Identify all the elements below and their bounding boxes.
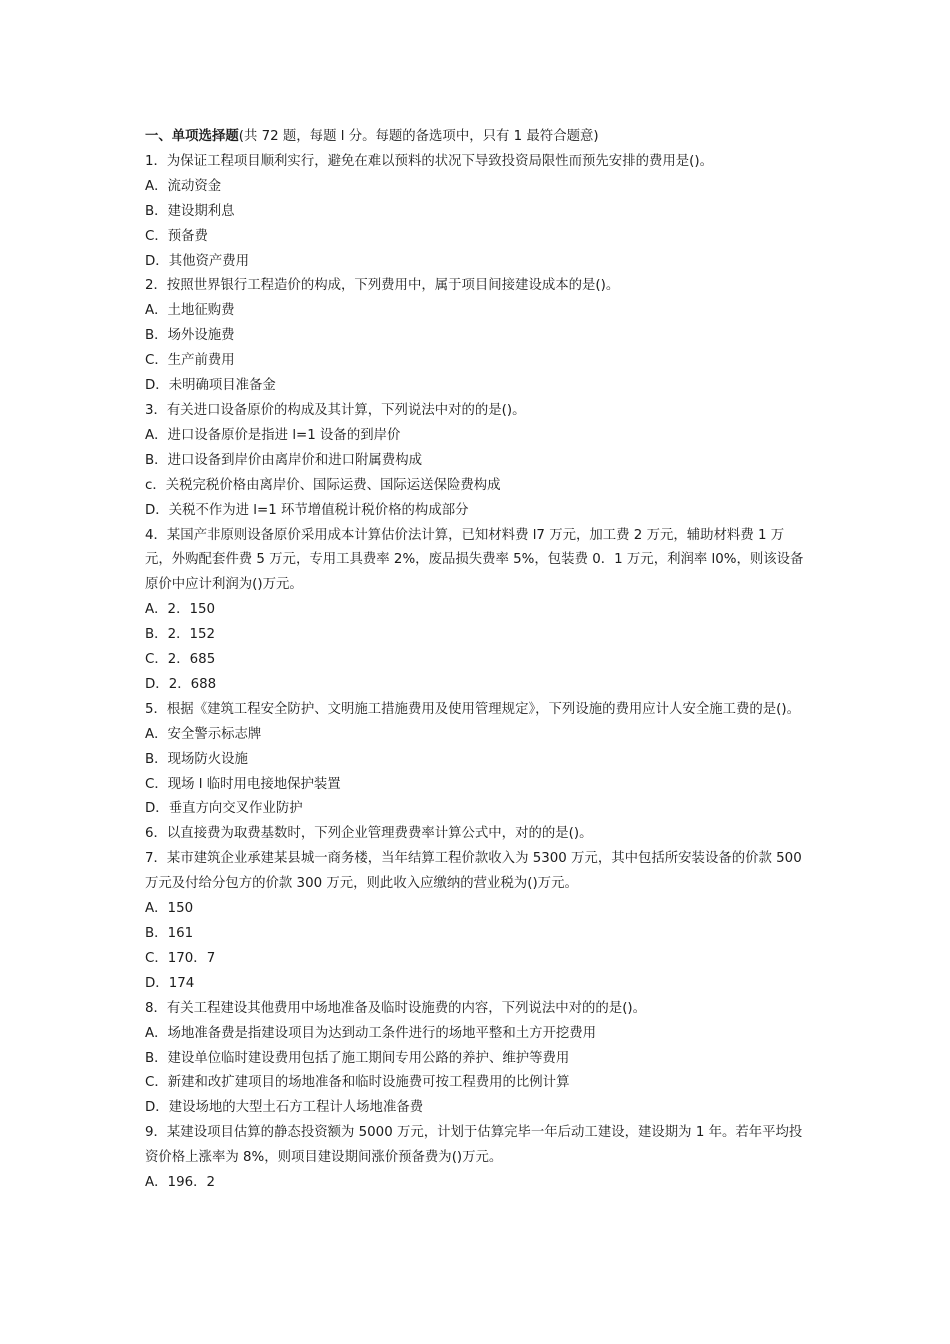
q1-option-b: B．建设期利息 bbox=[145, 203, 235, 219]
q9-option-a: A．196．2 bbox=[145, 1175, 216, 1191]
q1-option-c: C．预备费 bbox=[145, 228, 208, 244]
q7-option-b: B．161 bbox=[145, 926, 194, 941]
q3-option-d: D．关税不作为进 l=1 环节增值税计税价格的构成部分 bbox=[145, 502, 469, 518]
q2-option-d: D．未明确项目准备金 bbox=[145, 378, 276, 394]
q4-option-b: B．2．152 bbox=[145, 627, 216, 643]
q7-option-d: D．174 bbox=[145, 975, 195, 991]
q9-stem: 9．某建设项目估算的静态投资额为 5000 万元，计划于估算完毕一年后动工建设，建设期为 1 年。若年平均投资价格上涨率为 8%，则项目建设期间涨价预备费为()万元。 bbox=[145, 1125, 803, 1166]
q5-option-a: A．安全警示标志牌 bbox=[145, 726, 262, 742]
q2-option-b: B．场外设施费 bbox=[145, 328, 235, 344]
q7-option-a: A．150 bbox=[145, 901, 194, 917]
q5-option-b: B．现场防火设施 bbox=[145, 751, 248, 767]
q1-option-a: A．流动资金 bbox=[145, 178, 222, 194]
q5-stem: 5．根据《建筑工程安全防护、文明施工措施费用及使用管理规定》，下列设施的费用应计人安全施工费的是()。 bbox=[145, 701, 801, 717]
q8-option-c: C．新建和改扩建项目的场地准备和临时设施费可按工程费用的比例计算 bbox=[145, 1075, 570, 1091]
q2-stem: 2．按照世界银行工程造价的构成，下列费用中，属于项目间接建设成本的是()。 bbox=[145, 278, 620, 294]
section-note: (共 72 题，每题 l 分。每题的备选项中，只有 1 最符合题意) bbox=[238, 129, 599, 144]
q3-stem: 3．有关进口设备原价的构成及其计算，下列说法中对的的是()。 bbox=[145, 402, 526, 418]
q4-stem: 4．某国产非原则设备原价采用成本计算估价法计算，已知材料费 l7 万元，加工费 2 万元，辅助材料费 1 万元，外购配套件费 5 万元，专用工具费率 2%，废品损失费率 5%，包装费 0．1 万元，利润率 l0%，则该设备原价中应计利润为()万元。 bbox=[145, 527, 804, 593]
q7-stem: 7．某市建筑企业承建某县城一商务楼，当年结算工程价款收入为 5300 万元，其中包括所安装设备的价款 500 万元及付给分包方的价款 300 万元，则此收入应缴纳的营业税为()万元。 bbox=[145, 851, 802, 892]
section-title: 一、单项选择题 bbox=[145, 129, 239, 144]
q6-stem: 6．以直接费为取费基数时，下列企业管理费费率计算公式中，对的的是()。 bbox=[145, 826, 593, 842]
q4-option-c: C．2．685 bbox=[145, 652, 216, 668]
q3-option-c: c．关税完税价格由离岸价、国际运费、国际运送保险费构成 bbox=[145, 477, 501, 493]
q4-option-d: D．2．688 bbox=[145, 676, 217, 692]
q7-option-c: C．170．7 bbox=[145, 950, 216, 966]
q5-option-c: C．现场 l 临时用电接地保护装置 bbox=[145, 776, 341, 792]
document-page bbox=[145, 125, 810, 1196]
q4-option-a: A．2．150 bbox=[145, 602, 216, 618]
q8-option-d: D．建设场地的大型土石方工程计人场地准备费 bbox=[145, 1100, 424, 1116]
q3-option-b: B．进口设备到岸价由离岸价和进口附属费构成 bbox=[145, 452, 422, 468]
section-heading bbox=[145, 125, 810, 150]
q8-stem: 8．有关工程建设其他费用中场地准备及临时设施费的内容，下列说法中对的的是()。 bbox=[145, 1000, 647, 1016]
q3-option-a: A．进口设备原价是指进 l=1 设备的到岸价 bbox=[145, 427, 401, 443]
q1-stem: 1．为保证工程项目顺利实行，避免在难以预料的状况下导致投资局限性而预先安排的费用是()。 bbox=[145, 153, 713, 169]
q8-option-a: A．场地准备费是指建设项目为达到动工条件进行的场地平整和土方开挖费用 bbox=[145, 1025, 597, 1041]
q2-option-a: A．土地征购费 bbox=[145, 303, 235, 319]
q1-option-d: D．其他资产费用 bbox=[145, 253, 250, 269]
q2-option-c: C．生产前费用 bbox=[145, 353, 235, 369]
q5-option-d: D．垂直方向交叉作业防护 bbox=[145, 801, 303, 817]
q8-option-b: B．建设单位临时建设费用包括了施工期间专用公路的养护、维护等费用 bbox=[145, 1050, 570, 1066]
